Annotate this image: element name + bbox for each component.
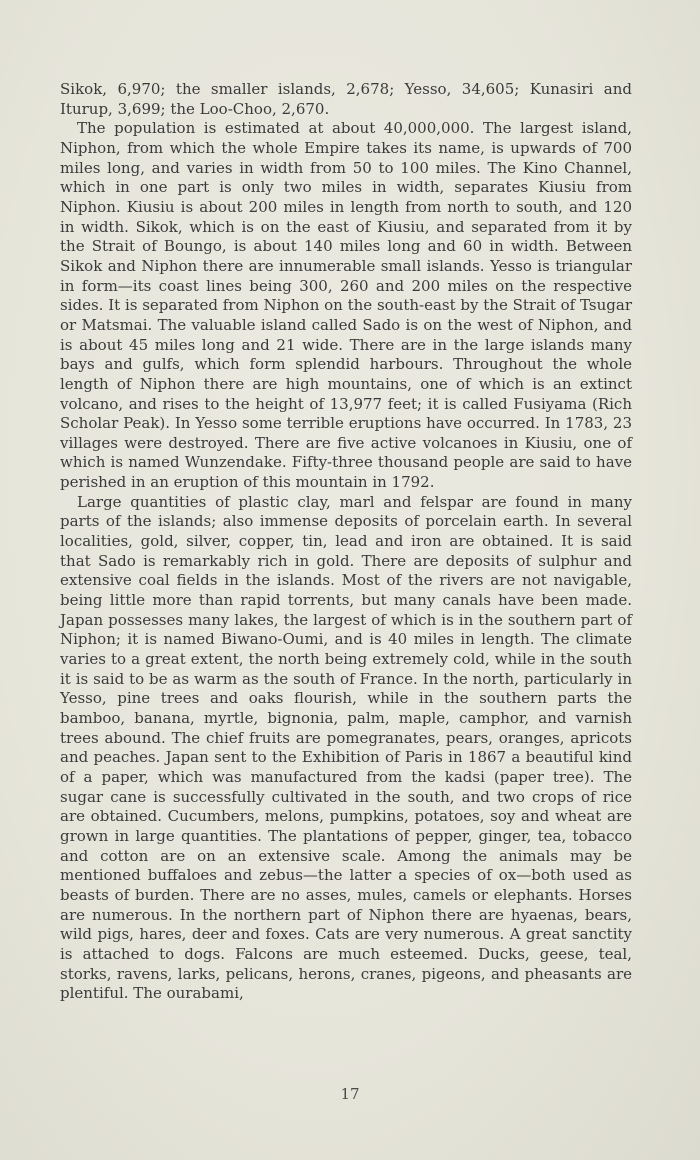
paragraph-continuation: Sikok, 6,970; the smaller islands, 2,678; Yesso, 34,605; Kunasiri and Iturup, 3,699; the Loo-Choo, 2,670. bbox=[60, 80, 632, 118]
paragraph-resources: Large quantities of plastic clay, marl and felspar are found in many parts of the islands; also immense deposits of porcelain earth. In several localities, gold, silver, copper, tin, lead and iron are obtained. It is said that Sado is remarkably rich in gold. There are deposits of sulphur and extensive coal fields in the islands. Most of the rivers are not navigable, being little more than rapid torrents, but many canals have been made. Japan possesses many lakes, the largest of which is in the southern part of Niphon; it is named Biwano-Oumi, and is 40 miles in length. The climate varies to a great extent, the north being extremely cold, while in the south it is said to be as warm as the south of France. In the north, particularly in Yesso, pine trees and oaks flourish, while in the southern parts the bamboo, banana, myrtle, bignonia, palm, maple, camphor, and varnish trees abound. The chief fruits are pomegranates, pears, oranges, apricots and peaches. Japan sent to the Exhibition of Paris in 1867 a beautiful kind of a paper, which was manufactured from the kadsi (paper tree). The sugar cane is successfully cultivated in the south, and two crops of rice are obtained. Cucumbers, melons, pumpkins, potatoes, soy and wheat are grown in large quantities. The plantations of pepper, ginger, tea, tobacco and cotton are on an extensive scale. Among the animals may be mentioned buffaloes and zebus—the latter a species of ox—both used as beasts of burden. There are no asses, mules, camels or elephants. Horses are numerous. In the northern part of Niphon there are hyaenas, bears, wild pigs, hares, deer and foxes. Cats are very numerous. A great sanctity is attached to dogs. Falcons are much esteemed. Ducks, geese, teal, storks, ravens, larks, pelicans, herons, cranes, pigeons, and pheasants are plentiful. The ourabami, bbox=[60, 492, 632, 1003]
page-number: 17 bbox=[340, 1085, 360, 1103]
body-text bbox=[60, 80, 632, 1004]
paragraph-population: The population is estimated at about 40,000,000. The largest island, Niphon, from which the whole Empire takes its name, is upwards of 700 miles long, and varies in width from 50 to 100 miles. The Kino Channel, which in one part is only two miles in width, separates Kiusiu from Niphon. Kiusiu is about 200 miles in length from north to south, and 120 in width. Sikok, which is on the east of Kiusiu, and separated from it by the Strait of Boungo, is about 140 miles long and 60 in width. Between Sikok and Niphon there are innumerable small islands. Yesso is triangular in form—its coast lines being 300, 260 and 200 miles on the respective sides. It is separated from Niphon on the south-east by the Strait of Tsugar or Matsmai. The valuable island called Sado is on the west of Niphon, and is about 45 miles long and 21 wide. There are in the large islands many bays and gulfs, which form splendid harbours. Throughout the whole length of Niphon there are high mountains, one of which is an extinct volcano, and rises to the height of 13,977 feet; it is called Fusiyama (Rich Scholar Peak). In Yesso some terrible eruptions have occurred. In 1783, 23 villages were destroyed. There are five active volcanoes in Kiusiu, one of which is named Wunzendake. Fifty-three thousand people are said to have perished in an eruption of this mountain in 1792. bbox=[60, 119, 632, 492]
